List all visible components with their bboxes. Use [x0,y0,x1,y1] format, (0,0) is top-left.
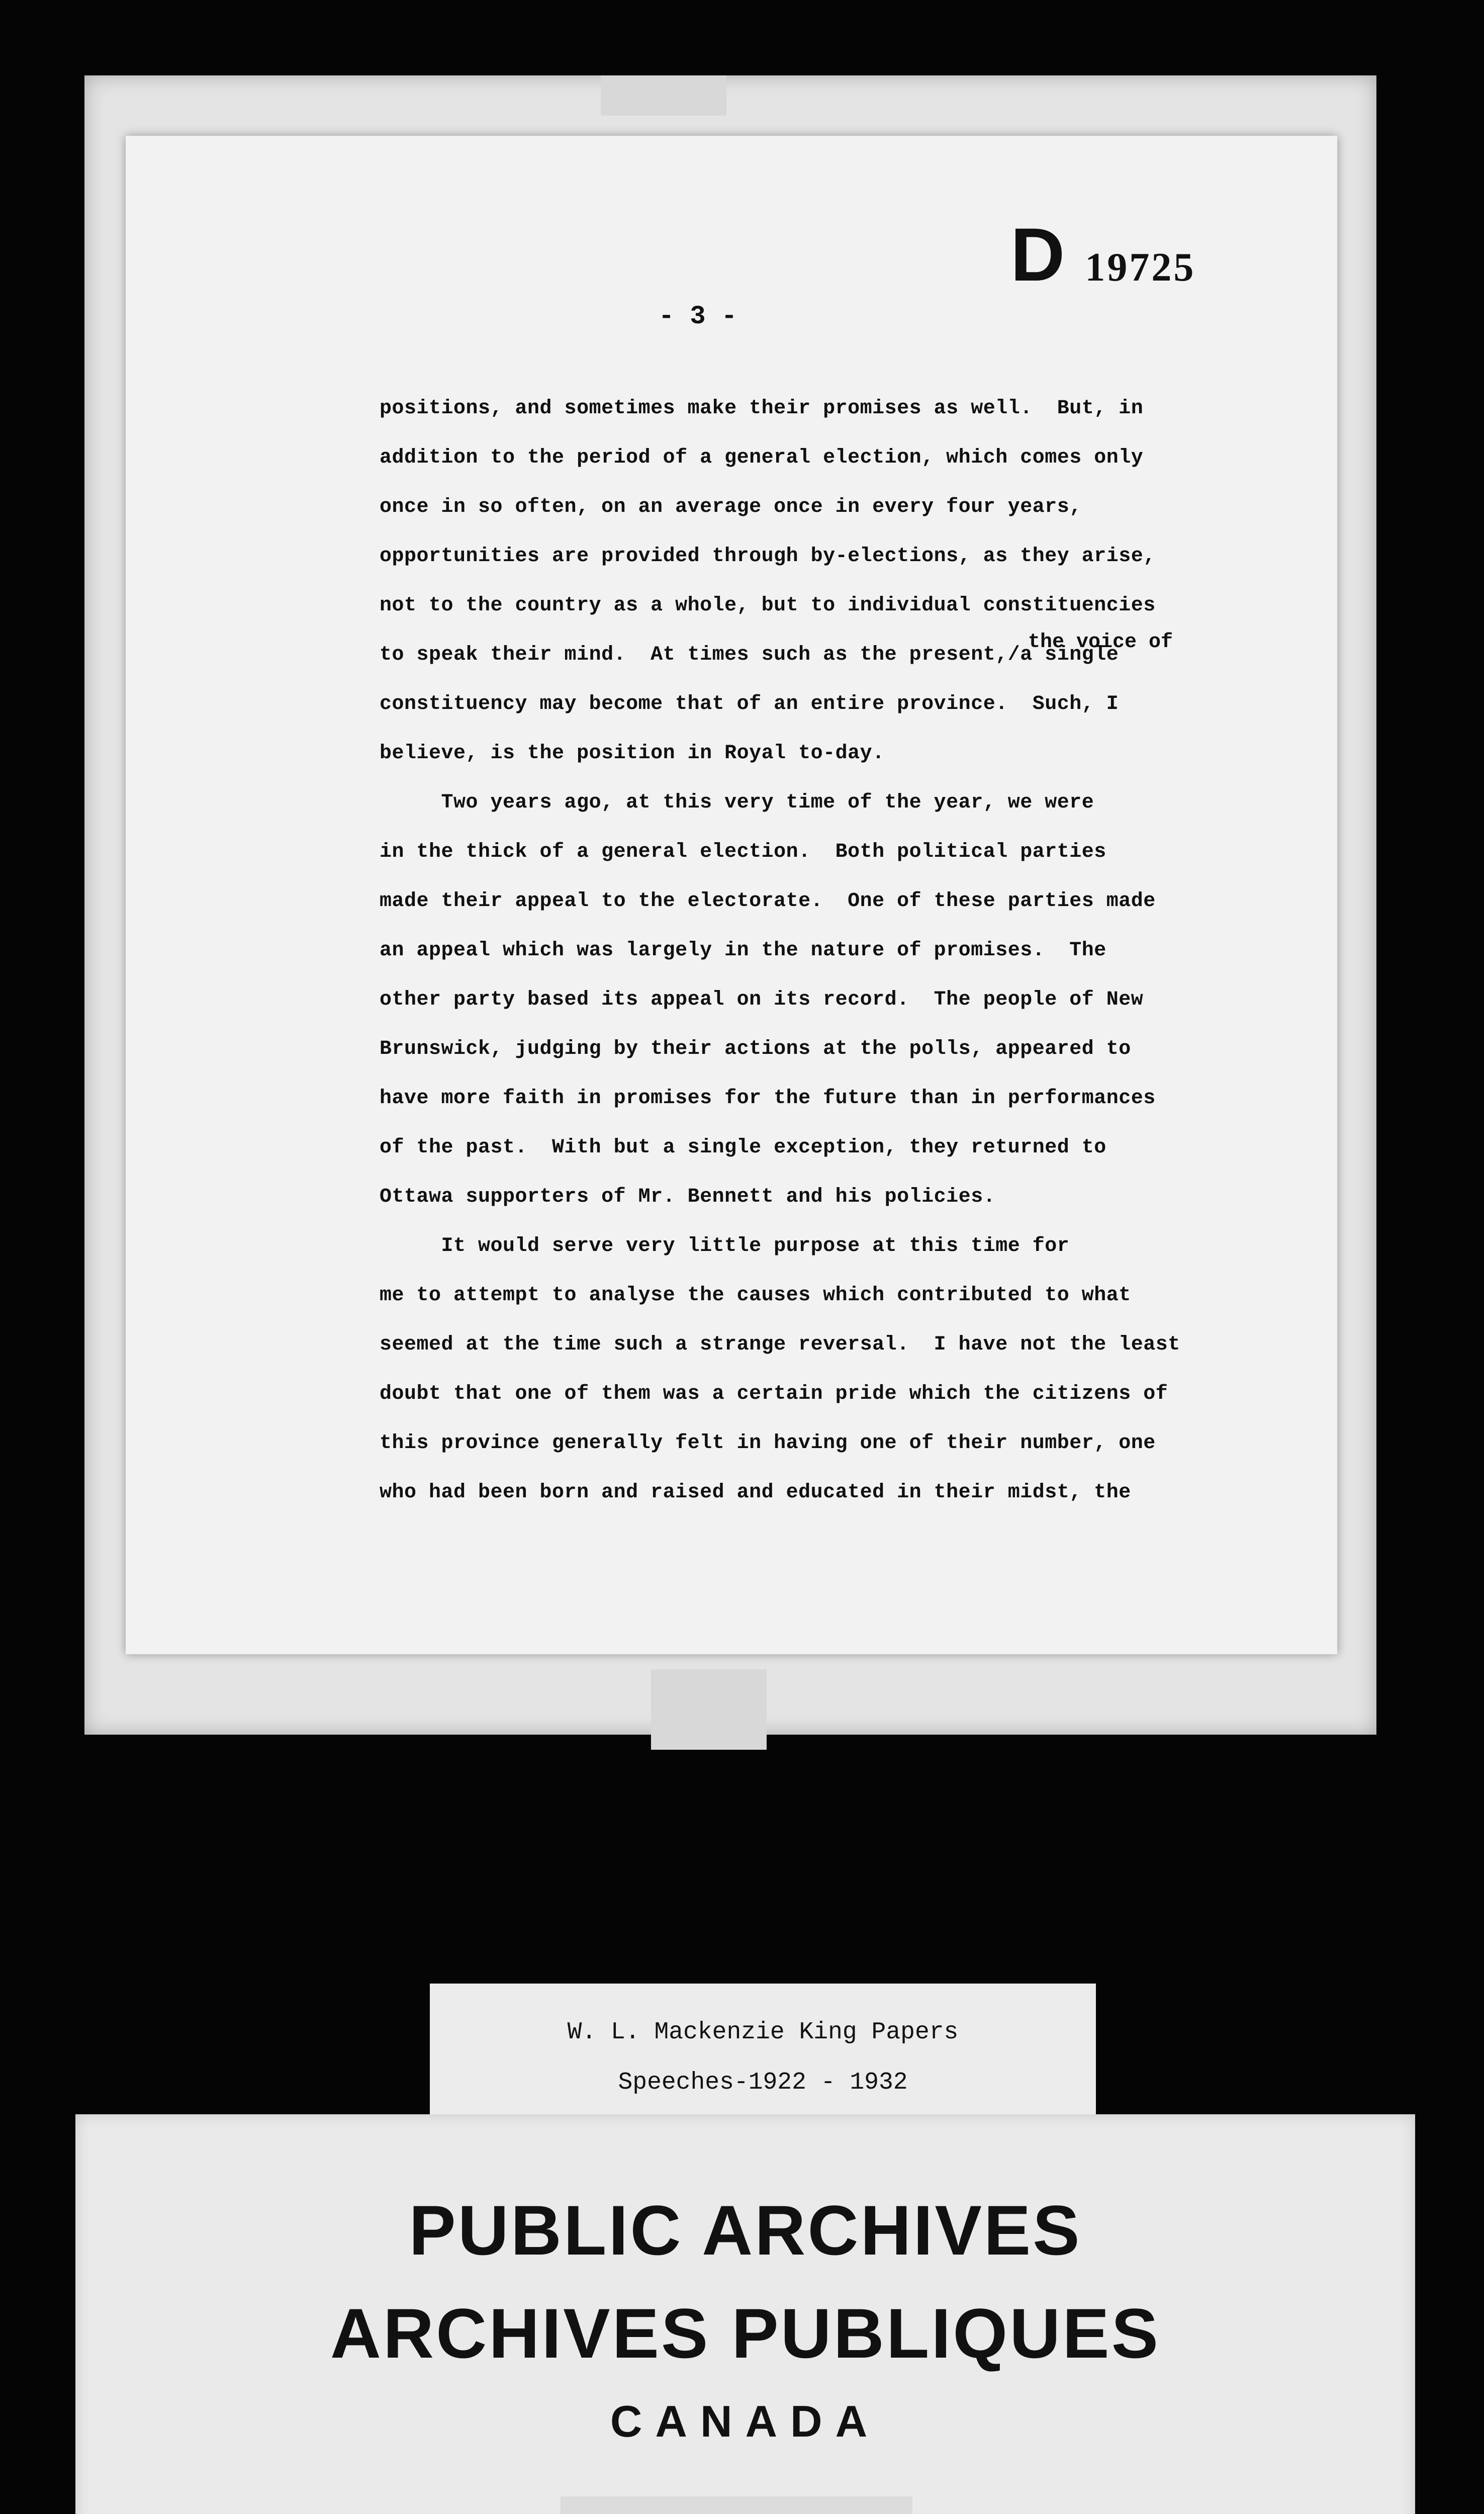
collection-series: Speeches-1922 - 1932 [618,2069,908,2096]
text-line: not to the country as a whole, but to individual constituencies [380,594,1156,617]
text-line: me to attempt to analyse the causes which contributed to what [380,1284,1131,1307]
text-line: Two years ago, at this very time of the year, we were [380,791,1094,814]
archive-country: CANADA [610,2396,881,2446]
text-line: doubt that one of them was a certain pride which the citizens of [380,1383,1168,1405]
collection-label [430,1984,1096,2129]
archive-title-en: PUBLIC ARCHIVES [409,2191,1082,2270]
mount-tab-top [601,75,726,116]
text-line: positions, and sometimes make their promises as well. But, in [380,397,1144,420]
collection-name: W. L. Mackenzie King Papers [567,2019,959,2046]
text-line: this province generally felt in having one of their number, one [380,1432,1156,1455]
file-number: 19725 [1085,245,1196,290]
text-line: constituency may become that of an entire province. Such, I [380,693,1119,715]
text-line: Ottawa supporters of Mr. Bennett and his policies. [380,1186,996,1208]
card-tab-bottom [561,2496,912,2514]
text-line: other party based its appeal on its record. The people of New [380,989,1144,1011]
text-line: addition to the period of a general election, which comes only [380,446,1144,469]
text-line: of the past. With but a single exception, they returned to [380,1136,1106,1159]
text-line: in the thick of a general election. Both political parties [380,841,1106,863]
archive-title-fr: ARCHIVES PUBLIQUES [330,2294,1161,2373]
page-number: - 3 - [659,302,737,331]
archive-card [75,2114,1415,2514]
text-line: once in so often, on an average once in every four years, [380,496,1082,518]
text-line: have more faith in promises for the future than in performances [380,1087,1156,1110]
file-number-stamp [1010,211,1195,298]
text-line: Brunswick, judging by their actions at the polls, appeared to [380,1038,1131,1060]
text-line: made their appeal to the electorate. One of these parties made [380,890,1156,913]
handwritten-insertion: the voice of [1028,631,1173,654]
text-line: opportunities are provided through by-elections, as they arise, [380,545,1156,568]
mount-tab-bottom [651,1669,767,1750]
text-line: who had been born and raised and educated in their midst, the [380,1481,1131,1504]
text-line: It would serve very little purpose at this time for [380,1235,1070,1258]
text-line: to speak their mind. At times such as the present,/a single [380,644,1119,666]
text-line: believe, is the position in Royal to-day. [380,742,885,765]
file-letter: D [1010,212,1065,297]
text-line: seemed at the time such a strange reversal. I have not the least [380,1333,1180,1356]
text-line: an appeal which was largely in the nature of promises. The [380,939,1106,962]
